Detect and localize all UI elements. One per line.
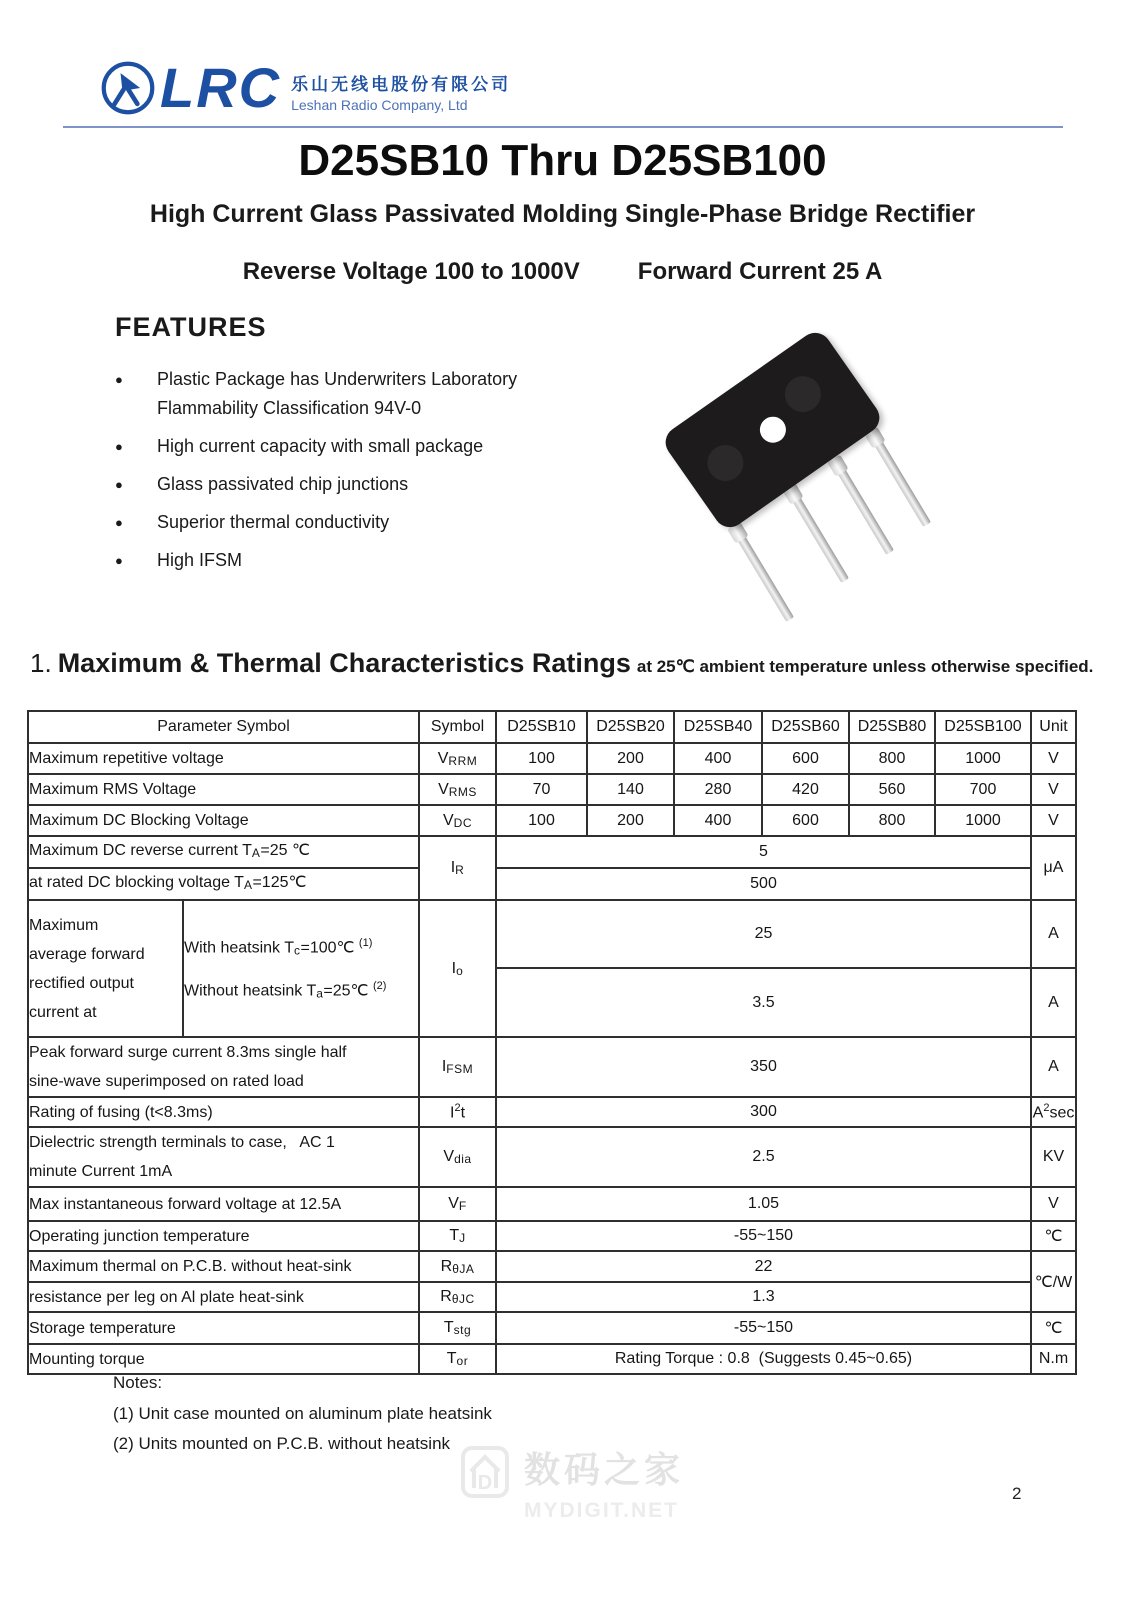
value-cell: 400 xyxy=(674,805,762,836)
param-cell: at rated DC blocking voltage TA=125℃ xyxy=(28,868,419,900)
page-number: 2 xyxy=(1012,1484,1022,1503)
bullet-icon: ● xyxy=(115,439,123,454)
reverse-voltage-text: Reverse Voltage 100 to 1000V xyxy=(242,258,580,285)
table-row xyxy=(28,805,1076,836)
value-cell: 420 xyxy=(762,774,849,805)
watermark-cn: 数码之家 xyxy=(524,1449,685,1490)
col-header-d25sb100: D25SB100 xyxy=(935,711,1031,743)
col-header-parameter: Parameter Symbol xyxy=(28,711,419,743)
col-header-d25sb20: D25SB20 xyxy=(587,711,674,743)
value-cell: Rating Torque : 0.8 (Suggests 0.45~0.65) xyxy=(496,1344,1031,1374)
section-number: 1. xyxy=(30,648,52,678)
symbol-cell: Tor xyxy=(419,1344,496,1374)
list-item xyxy=(115,546,585,575)
bullet-icon: ● xyxy=(115,553,123,568)
header-divider xyxy=(63,126,1063,128)
features-list xyxy=(115,365,585,575)
list-item xyxy=(115,508,585,537)
forward-current-text: Forward Current 25 A xyxy=(637,258,883,285)
unit-cell: KV xyxy=(1031,1127,1076,1187)
company-name-en: Leshan Radio Company, Ltd xyxy=(291,96,468,113)
section-title: Maximum & Thermal Characteristics Ratings xyxy=(57,648,631,678)
product-photo xyxy=(620,295,1050,635)
watermark xyxy=(460,1442,684,1523)
table-row xyxy=(28,1097,1076,1127)
value-cell: 800 xyxy=(849,805,935,836)
mydigit-house-icon xyxy=(460,1442,510,1500)
device-mark xyxy=(778,369,828,419)
value-cell: 560 xyxy=(849,774,935,805)
param-cell: Mounting torque xyxy=(28,1344,419,1374)
col-header-unit: Unit xyxy=(1031,711,1076,743)
value-cell: 5 xyxy=(496,836,1031,868)
watermark-text xyxy=(524,1442,684,1523)
device-pin xyxy=(831,458,894,555)
symbol-cell: IR xyxy=(419,836,496,900)
list-item xyxy=(115,432,585,461)
svg-text:D: D xyxy=(477,1472,493,1494)
bullet-icon: ● xyxy=(115,372,123,387)
value-cell: 25 xyxy=(496,900,1031,968)
unit-cell: ℃ xyxy=(1031,1312,1076,1344)
param-cell: Maximum average forward rectified output current at xyxy=(28,900,183,1037)
symbol-cell: Vdia xyxy=(419,1127,496,1187)
value-cell: 500 xyxy=(496,868,1031,900)
subtitle: High Current Glass Passivated Molding Single-Phase Bridge Rectifier xyxy=(149,200,976,228)
value-cell: 350 xyxy=(496,1037,1031,1097)
table-row xyxy=(28,1251,1076,1282)
symbol-cell: VF xyxy=(419,1187,496,1221)
value-cell: 1.05 xyxy=(496,1187,1031,1221)
company-name-block xyxy=(291,64,511,113)
value-cell: 22 xyxy=(496,1251,1031,1282)
unit-cell: A xyxy=(1031,1037,1076,1097)
page-title: D25SB10 Thru D25SB100 xyxy=(298,136,827,185)
feature-text: Glass passivated chip junctions xyxy=(157,474,409,494)
logo xyxy=(100,56,512,119)
notes-heading: Notes: xyxy=(113,1373,163,1392)
symbol-cell: RθJA xyxy=(419,1251,496,1282)
unit-cell: N.m xyxy=(1031,1344,1076,1374)
lrc-logo-icon xyxy=(100,60,156,116)
feature-text: Flammability Classification 94V-0 xyxy=(157,398,422,418)
ratings-line xyxy=(0,258,1125,286)
param-cell: Maximum DC reverse current TA=25 ℃ xyxy=(28,836,419,868)
symbol-cell: VDC xyxy=(419,805,496,836)
note-item: (2) Units mounted on P.C.B. without heatsink xyxy=(113,1434,451,1453)
lrc-brand-text: LRC xyxy=(160,56,282,119)
company-name-cn: 乐山无线电股份有限公司 xyxy=(291,74,512,94)
symbol-cell: RθJC xyxy=(419,1282,496,1312)
param-cell: Maximum repetitive voltage xyxy=(28,743,419,774)
param-cell: Dielectric strength terminals to case, AC 1 minute Current 1mA xyxy=(28,1127,419,1187)
table-row xyxy=(28,1037,1076,1097)
device-mounting-hole xyxy=(754,412,790,448)
value-cell: 200 xyxy=(587,805,674,836)
feature-text: Plastic Package has Underwriters Laboratory xyxy=(157,369,518,389)
table-header-row xyxy=(28,711,1076,743)
col-header-d25sb80: D25SB80 xyxy=(849,711,935,743)
unit-cell: V xyxy=(1031,774,1076,805)
unit-cell: μA xyxy=(1031,836,1076,900)
param-cell: Rating of fusing (t<8.3ms) xyxy=(28,1097,419,1127)
device-pin xyxy=(786,486,849,583)
value-cell: 100 xyxy=(496,805,587,836)
unit-cell: $A^2\sec$ xyxy=(1031,1097,1076,1127)
param-cell: Operating junction temperature xyxy=(28,1221,419,1251)
features-heading: FEATURES xyxy=(115,312,267,342)
value-cell: 600 xyxy=(762,743,849,774)
list-item xyxy=(115,365,585,423)
unit-cell: A xyxy=(1031,968,1076,1037)
value-cell: 280 xyxy=(674,774,762,805)
features-section xyxy=(115,312,585,584)
ratings-table xyxy=(27,710,1077,1375)
notes-section xyxy=(113,1368,492,1459)
value-cell: 700 xyxy=(935,774,1031,805)
feature-text: Superior thermal conductivity xyxy=(157,512,390,532)
col-header-d25sb10: D25SB10 xyxy=(496,711,587,743)
value-cell: 1.3 xyxy=(496,1282,1031,1312)
col-header-symbol: Symbol xyxy=(419,711,496,743)
symbol-cell: VRMS xyxy=(419,774,496,805)
device-body xyxy=(659,327,885,534)
table-row xyxy=(28,774,1076,805)
value-cell: 400 xyxy=(674,743,762,774)
param-cell: Peak forward surge current 8.3ms single half sine-wave superimposed on rated load xyxy=(28,1037,419,1097)
table-row xyxy=(28,743,1076,774)
symbol-cell: Io xyxy=(419,900,496,1037)
section-heading xyxy=(30,648,1110,679)
param-cell: Max instantaneous forward voltage at 12.5A xyxy=(28,1187,419,1221)
bullet-icon: ● xyxy=(115,515,123,530)
table-row xyxy=(28,1221,1076,1251)
symbol-cell: VRRM xyxy=(419,743,496,774)
bullet-icon: ● xyxy=(115,477,123,492)
col-header-d25sb40: D25SB40 xyxy=(674,711,762,743)
device-mark xyxy=(700,438,750,488)
value-cell: -55~150 xyxy=(496,1221,1031,1251)
param-cell: Maximum DC Blocking Voltage xyxy=(28,805,419,836)
value-cell: 1000 xyxy=(935,743,1031,774)
param-cell: Storage temperature xyxy=(28,1312,419,1344)
unit-cell: V xyxy=(1031,805,1076,836)
value-cell: 140 xyxy=(587,774,674,805)
unit-cell: ℃ xyxy=(1031,1221,1076,1251)
table-row xyxy=(28,1312,1076,1344)
table-row xyxy=(28,1187,1076,1221)
value-cell: 600 xyxy=(762,805,849,836)
param-condition-cell: With heatsink Tc=100℃ $^{(1)}$ Without heatsink Ta=25℃ $^{(2)}$ xyxy=(183,900,419,1037)
symbol-cell: $I^2t$ xyxy=(419,1097,496,1127)
value-cell: 2.5 xyxy=(496,1127,1031,1187)
value-cell: 200 xyxy=(587,743,674,774)
note-item: (1) Unit case mounted on aluminum plate heatsink xyxy=(113,1404,492,1423)
feature-text: High current capacity with small package xyxy=(157,436,484,456)
table-row xyxy=(28,836,1076,868)
table-row xyxy=(28,900,1076,968)
param-cell: Maximum thermal on P.C.B. without heat-sink xyxy=(28,1251,419,1282)
unit-cell: ℃/W xyxy=(1031,1251,1076,1312)
table-row xyxy=(28,1127,1076,1187)
device-pin xyxy=(868,430,931,527)
value-cell: 70 xyxy=(496,774,587,805)
param-cell: Maximum RMS Voltage xyxy=(28,774,419,805)
symbol-cell: TJ xyxy=(419,1221,496,1251)
watermark-en: MYDIGIT.NET xyxy=(524,1499,680,1522)
unit-cell: V xyxy=(1031,1187,1076,1221)
symbol-cell: IFSM xyxy=(419,1037,496,1097)
table-row xyxy=(28,1282,1076,1312)
value-cell: 1000 xyxy=(935,805,1031,836)
list-item xyxy=(115,470,585,499)
value-cell: 3.5 xyxy=(496,968,1031,1037)
param-cell: resistance per leg on Al plate heat-sink xyxy=(28,1282,419,1312)
value-cell: -55~150 xyxy=(496,1312,1031,1344)
table-row xyxy=(28,868,1076,900)
device-pin xyxy=(731,525,794,622)
value-cell: 100 xyxy=(496,743,587,774)
symbol-cell: Tstg xyxy=(419,1312,496,1344)
value-cell: 300 xyxy=(496,1097,1031,1127)
feature-text: High IFSM xyxy=(157,550,243,570)
value-cell: 800 xyxy=(849,743,935,774)
col-header-d25sb60: D25SB60 xyxy=(762,711,849,743)
unit-cell: V xyxy=(1031,743,1076,774)
section-condition-note: at 25℃ ambient temperature unless otherwise specified. xyxy=(636,657,1094,676)
unit-cell: A xyxy=(1031,900,1076,968)
